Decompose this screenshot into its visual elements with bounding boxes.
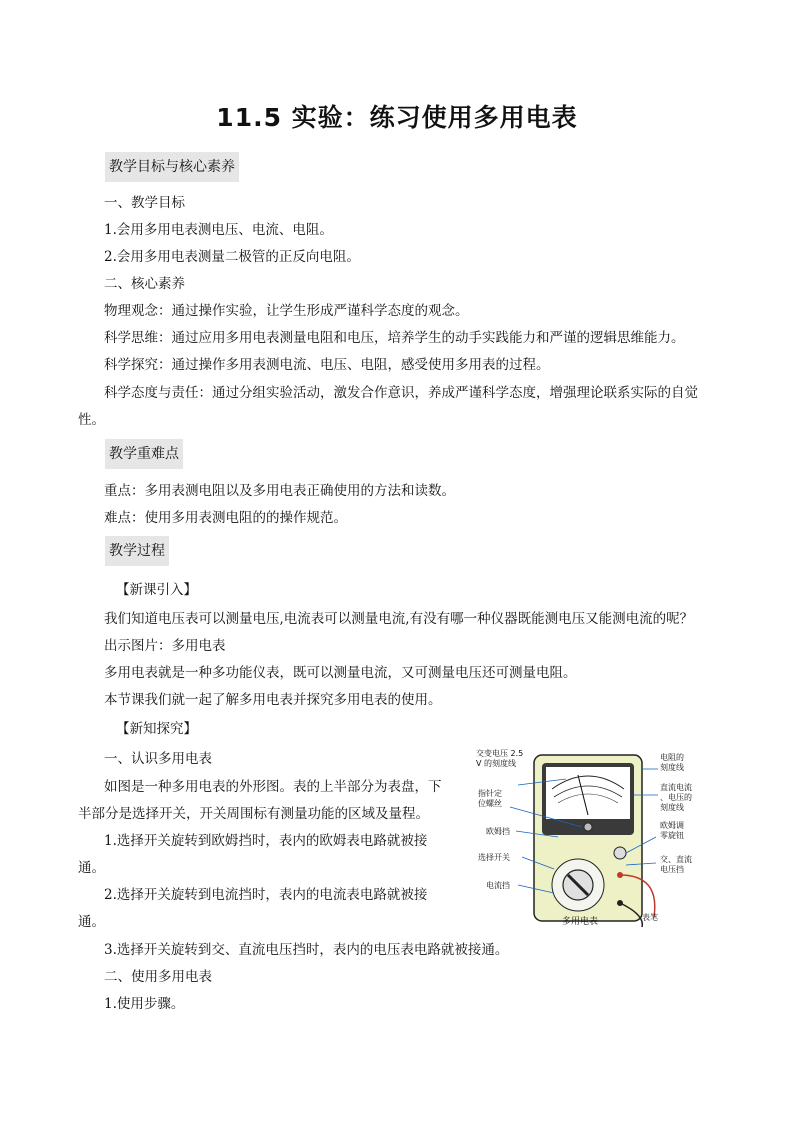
explore-paragraph-1b: 半部分是选择开关，开关周围标有测量功能的区域及量程。 (78, 806, 429, 822)
keypoint-difficult: 难点：使用多用表测电阻的的操作规范。 (104, 510, 347, 526)
literacy-thinking: 科学思维：通过应用多用电表测量电阻和电压，培养学生的动手实践能力和严谨的逻辑思维能力。 (104, 330, 685, 346)
pointer-screw (584, 823, 592, 831)
multimeter-figure (470, 745, 706, 933)
goals-subheading-2: 二、核心素养 (104, 276, 185, 292)
section-heading-goals: 教学目标与核心素养 (105, 152, 239, 182)
intro-paragraph-2: 出示图片：多用电表 (104, 638, 226, 654)
section-heading-process: 教学过程 (105, 536, 169, 566)
label-ac-scale: 交变电压 2.5 V 的刻度线 (476, 749, 524, 768)
explore-paragraph-4: 3.选择开关旋转到交、直流电压挡时，表内的电压表电路就被接通。 (104, 942, 509, 958)
explore-step-1: 1.使用步骤。 (104, 996, 185, 1012)
intro-paragraph-1: 我们知道电压表可以测量电压,电流表可以测量电流,有没有哪一种仪器既能测电压又能测电流的呢？ (104, 611, 694, 627)
section-heading-keypoints: 教学重难点 (105, 439, 183, 469)
explore-bracket-heading: 【新知探究】 (116, 721, 197, 737)
label-resistance-scale: 电阻的 刻度线 (660, 753, 684, 772)
literacy-attitude-line2: 性。 (78, 412, 105, 428)
page-title: 11.5 实验：练习使用多用电表 (216, 103, 578, 132)
keypoint-key: 重点：多用表测电阻以及多用电表正确使用的方法和读数。 (104, 483, 455, 499)
ohm-zero-knob (614, 847, 626, 859)
label-ohm-range: 欧姆挡 (486, 827, 510, 836)
explore-paragraph-2b: 通。 (78, 860, 105, 876)
intro-paragraph-3: 多用电表就是一种多功能仪表，既可以测量电流，又可测量电压还可测量电阻。 (104, 665, 577, 681)
label-pointer-screw: 指针定 位螺丝 (478, 789, 502, 808)
label-probe: 表笔 (642, 913, 658, 922)
explore-subheading-1: 一、认识多用电表 (104, 751, 212, 767)
intro-paragraph-4: 本节课我们就一起了解多用电表并探究多用电表的使用。 (104, 692, 442, 708)
explore-paragraph-3a: 2.选择开关旋转到电流挡时，表内的电流表电路就被接 (104, 887, 428, 903)
meter-dial (546, 767, 630, 819)
figure-caption: 多用电表 (562, 917, 599, 927)
label-current-range: 电流挡 (486, 881, 510, 890)
goals-item-1: 1.会用多用电表测电压、电流、电阻。 (104, 222, 333, 238)
label-voltage-range: 交、直流 电压挡 (660, 855, 692, 874)
goals-item-2: 2.会用多用电表测量二极管的正反向电阻。 (104, 249, 360, 265)
explore-paragraph-3b: 通。 (78, 914, 105, 930)
intro-bracket-heading: 【新课引入】 (116, 582, 197, 598)
explore-paragraph-2a: 1.选择开关旋转到欧姆挡时，表内的欧姆表电路就被接 (104, 833, 428, 849)
literacy-inquiry: 科学探究：通过操作多用表测电流、电压、电阻，感受使用多用表的过程。 (104, 357, 550, 373)
label-selector: 选择开关 (478, 853, 510, 862)
label-ohm-knob: 欧姆调 零旋钮 (660, 821, 684, 840)
explore-subheading-2: 二、使用多用电表 (104, 969, 212, 985)
label-dc-scale: 直流电流 、电压的 刻度线 (660, 783, 692, 812)
explore-paragraph-1a: 如图是一种多用电表的外形图。表的上半部分为表盘，下 (104, 779, 442, 795)
literacy-attitude-line1: 科学态度与责任：通过分组实验活动，激发合作意识，养成严谨科学态度，增强理论联系实际的自觉 (104, 385, 698, 401)
goals-subheading-1: 一、教学目标 (104, 195, 185, 211)
literacy-concept: 物理观念：通过操作实验，让学生形成严谨科学态度的观念。 (104, 303, 469, 319)
